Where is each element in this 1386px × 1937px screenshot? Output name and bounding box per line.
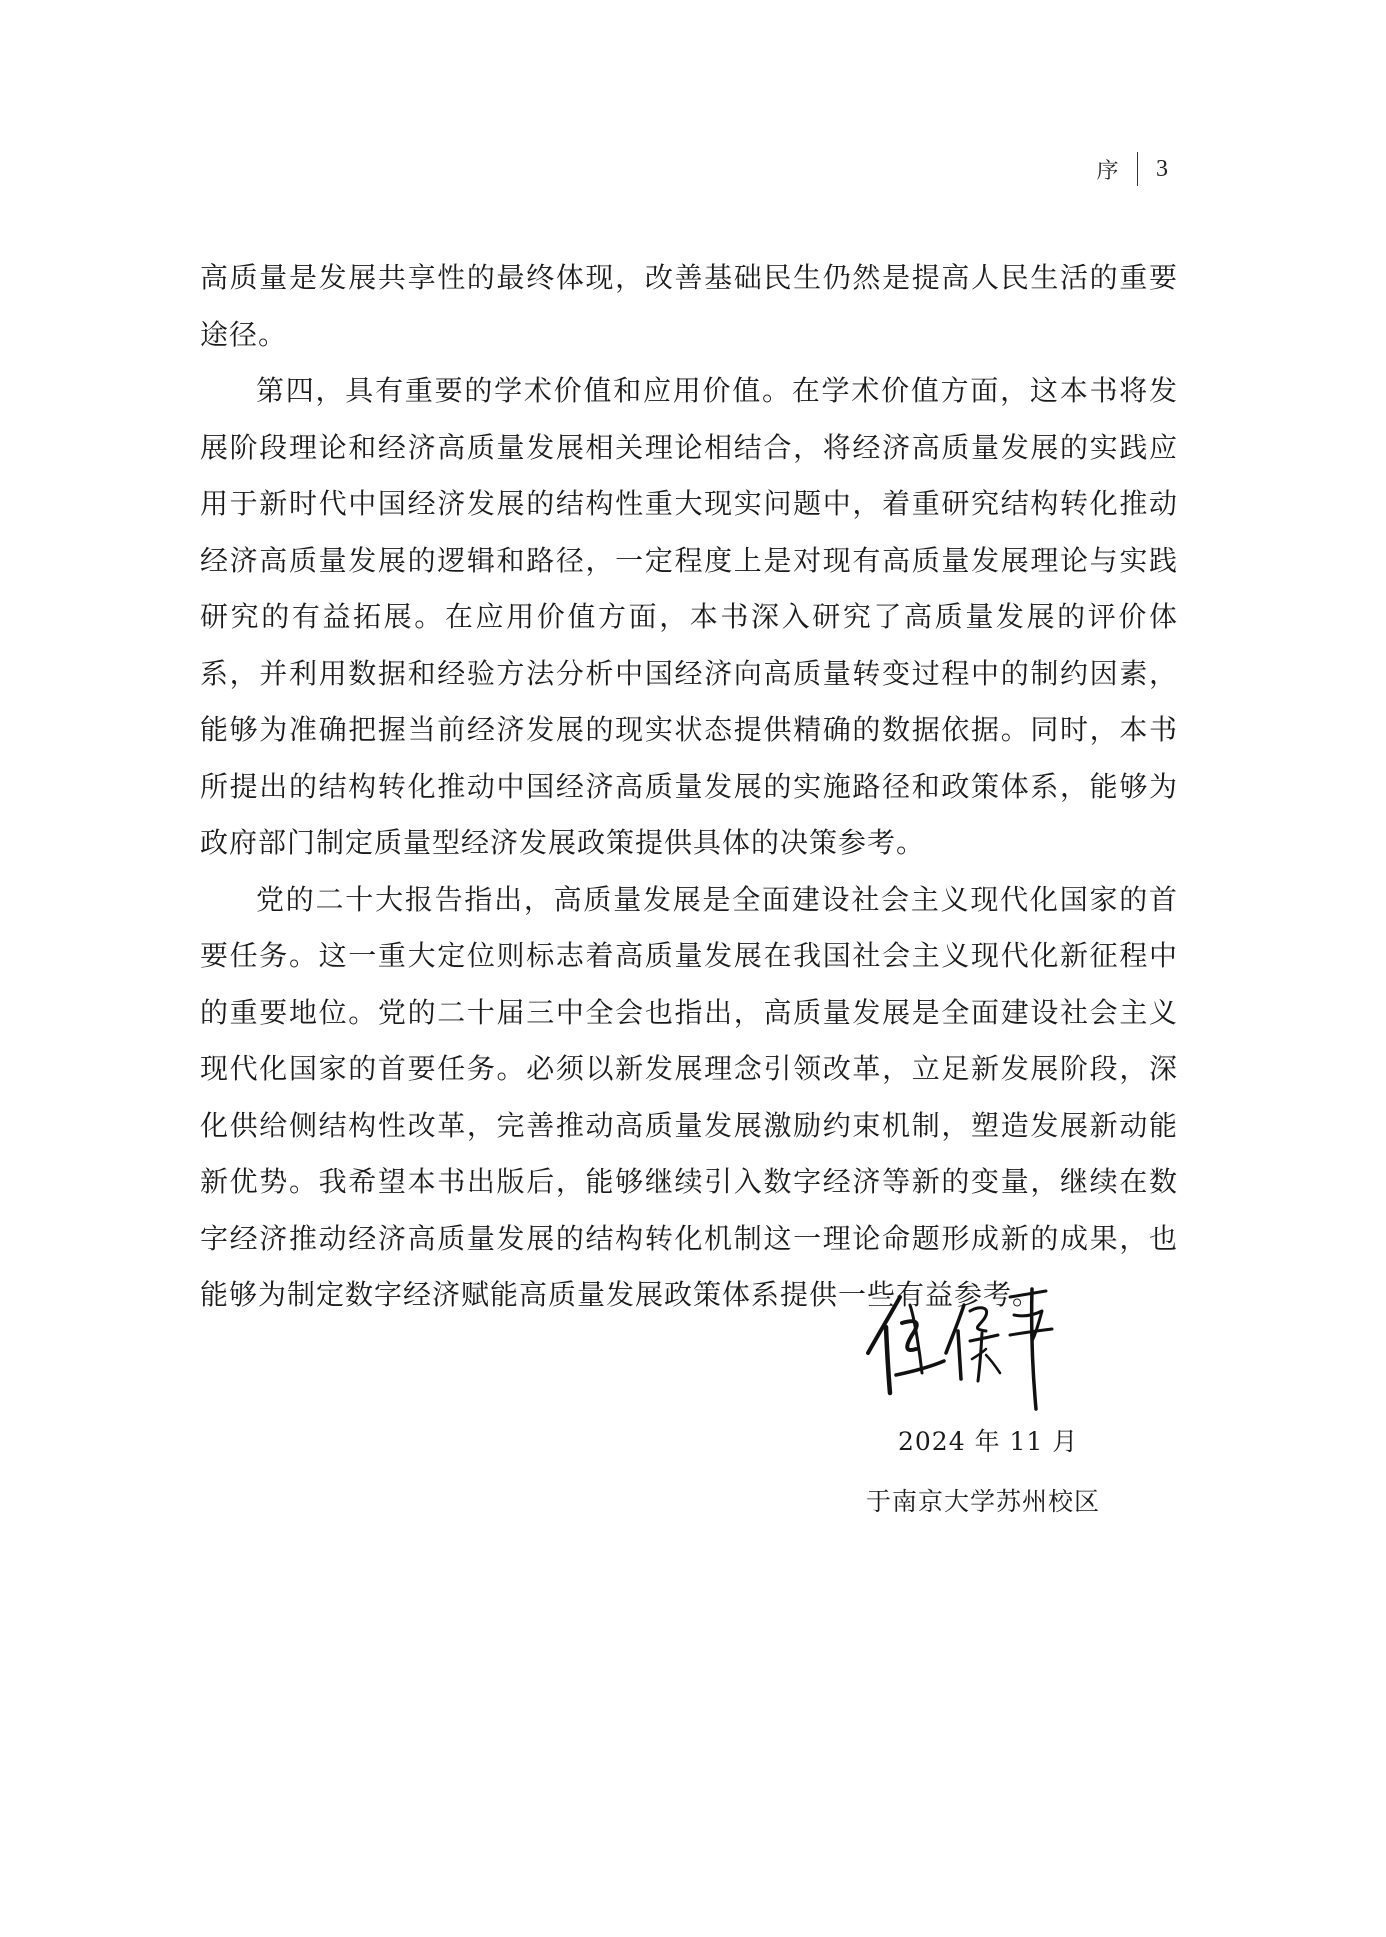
- section-title: 序: [1096, 158, 1119, 184]
- page-number: 3: [1156, 155, 1168, 182]
- paragraph: 党的二十大报告指出，高质量发展是全面建设社会主义现代化国家的首要任务。这一重大定位则标志着高质量发展在我国社会主义现代化新征程中的重要地位。党的二十届三中全会也指出，高质量发展是全面建设社会主义现代化国家的首要任务。必须以新发展理念引领改革，立足新发展阶段，深化供给侧结构性改革，完善推动高质量发展激励约束机制，塑造发展新动能新优势。我希望本书出版后，能够继续引入数字经济等新的变量，继续在数字经济推动经济高质量发展的结构转化机制这一理论命题形成新的成果，也能够为制定数字经济赋能高质量发展政策体系提供一些有益参考。: [200, 882, 1178, 1311]
- paragraph-continued: 高质量是发展共享性的最终体现，改善基础民生仍然是提高人民生活的重要途径。: [200, 261, 1178, 351]
- body-text: [200, 250, 1178, 1324]
- paragraph: 第四，具有重要的学术价值和应用价值。在学术价值方面，这本书将发展阶段理论和经济高质量发展相关理论相结合，将经济高质量发展的实践应用于新时代中国经济发展的结构性重大现实问题中，着重研究结构转化推动经济高质量发展的逻辑和路径，一定程度上是对现有高质量发展理论与实践研究的有益拓展。在应用价值方面，本书深入研究了高质量发展的评价体系，并利用数据和经验方法分析中国经济向高质量转变过程中的制约因素，能够为准确把握当前经济发展的现实状态提供精确的数据依据。同时，本书所提出的结构转化推动中国经济高质量发展的实施路径和政策体系，能够为政府部门制定质量型经济发展政策提供具体的决策参考。: [200, 374, 1178, 859]
- running-header: [1096, 152, 1168, 186]
- signature-place: 于南京大学苏州校区: [866, 1487, 1101, 1516]
- header-divider: [1137, 152, 1139, 186]
- handwritten-signature: [860, 1275, 1065, 1415]
- signature-date: 2024 年 11 月: [898, 1427, 1079, 1456]
